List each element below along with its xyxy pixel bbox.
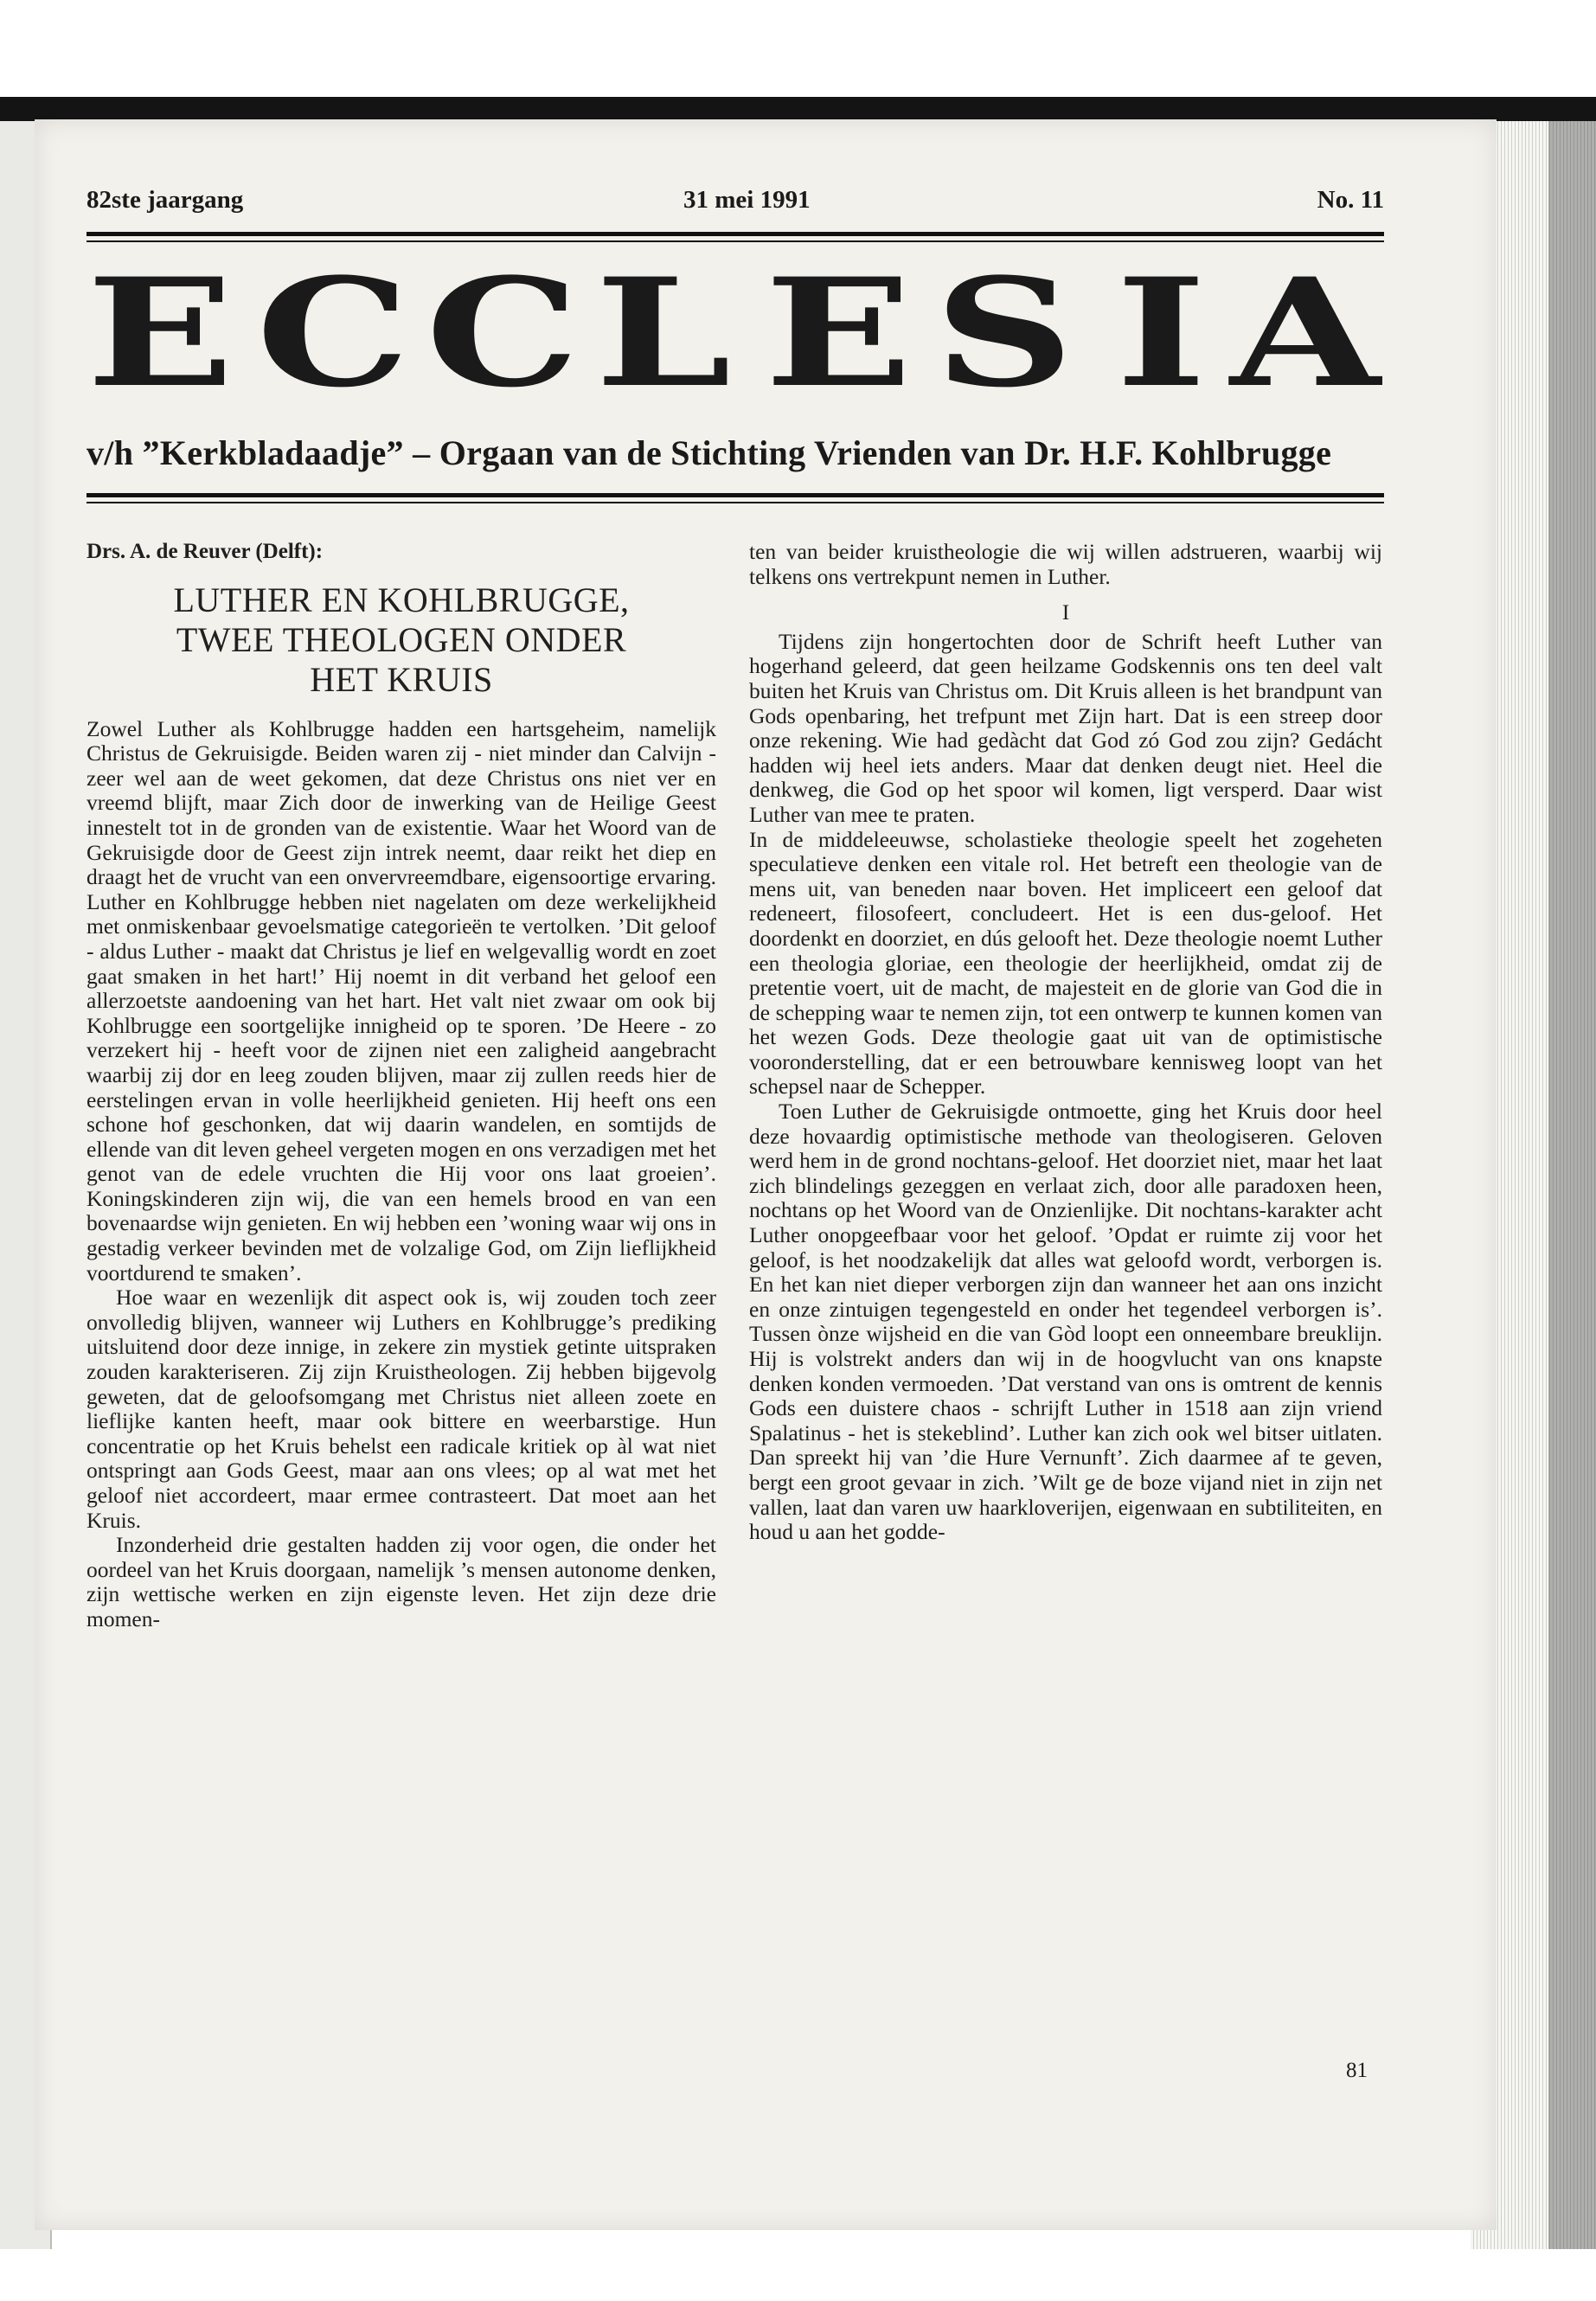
masthead-letter: C — [426, 245, 580, 420]
header-rule-thin — [87, 240, 1384, 242]
masthead-ecclesia — [87, 245, 1384, 420]
issue-date: 31 mei 1991 — [683, 186, 811, 214]
issue-volume: 82ste jaargang — [87, 186, 244, 214]
paragraph: Zowel Luther als Kohlbrugge hadden een hartsgeheim, namelijk Christus de Gekruisigde. Beiden waren zij - niet minder dan Calvijn - zeer wel aan de weet gekomen, dat deze Christus ons niet ver en vreemd blijft, maar Zich door de inwerking van de Heilige Geest innestelt tot in de gronden van de existentie. Waar het Woord van de Gekruisigde door de Geest zijn intrek neemt, daar reikt het diep en draagt het de vrucht van een onvervreemdbare, eigensoortige ervaring. Luther en Kohlbrugge hebben niet nagelaten om deze werkelijkheid met onmiskenbaar gevoelsmatige categorieën te vertolken. ’Dit geloof - aldus Luther - maakt dat Christus je lief en welgevallig wordt en zoet gaat smaken in het hart!’ Hij noemt in dit verband het geloof een allerzoetste aandoening van het hart. Het valt niet zwaar om ook bij Kohlbrugge een soortgelijke innigheid op te sporen. ’De Heere - zo verzekert hij - heeft voor de zijnen niet een zaligheid aangebracht waarbij zij dor en leeg zouden blijven, maar zij zullen reeds hier de eerstelingen ervan in volle heerlijkheid genieten. Hij heeft ons een schone hof geschonken, dat wij daarin wandelen, en somtijds de ellende van dit leven geheel vergeten mogen en ons verzadigen met het genot van de edele vruchten die Hij voor ons laat groeien’. Koningskinderen zijn wij, die van een hemels brood en van een bovenaardse wijn genieten. En wij hebben een ’woning waar wij ons in gestadig verkeer bevinden met de volzalige God, om Zijn lieflijkheid voortdurend te smaken’. — [87, 715, 716, 1285]
paragraph: Tijdens zijn hongertochten door de Schrift heeft Luther van hogerhand geleerd, dat geen heilzame Godskennis ons ten deel valt buiten het Kruis van Christus om. Dit Kruis alleen is het brandpunt van Gods openbaring, het trefpunt met Zijn hart. Dat is een streep door onze rekening. Wie had gedàcht dat God zó God zou zijn? Gedácht hadden wij heel iets anders. Maar dat denken deugt niet. Heel die denkweg, die God op het spoor wil komen, ligt versperd. Daar wist Luther van mee te praten. — [749, 628, 1382, 827]
scan-top-margin — [0, 0, 1596, 97]
title-line: TWEE THEOLOGEN ONDER — [176, 619, 627, 659]
paragraph: Hoe waar en wezenlijk dit aspect ook is, wij zouden toch zeer onvolledig blijven, wanneer wij Luthers en Kohlbrugge’s prediking uitsluitend door deze innige, in zekere zin mystiek getinte uitspraken zouden karakteriseren. Zij zijn Kruistheologen. Zij hebben bijgevolg geweten, dat de geloofsomgang met Christus niet alleen zoete en lieflijke kanten heeft, maar ook bittere en weerbarstige. Hun concentratie op het Kruis behelst een radicale kritiek op àl wat niet ontspringt aan Gods Geest, maar aan ons vlees; op al wat met het geloof niet accordeert, maar ermee contrasteert. Dat moet aan het Kruis. — [87, 1285, 716, 1533]
subtitle-rule-thin — [87, 502, 1384, 503]
masthead-letter: S — [934, 245, 1074, 420]
masthead-letter: E — [765, 245, 913, 420]
masthead-letter: C — [256, 245, 410, 420]
section-number: I — [1061, 601, 1070, 625]
paragraph: Inzonderheid drie gestalten hadden zij voor ogen, die onder het oordeel van het Kruis doorgaan, namelijk ’s mensen autonome denken, zijn wettische werken en zijn eigenste leven. Het zijn deze drie momen- — [87, 1532, 716, 1631]
left-column — [87, 540, 716, 1632]
page-number: 81 — [1346, 2059, 1368, 2082]
issue-number: No. 11 — [1317, 186, 1384, 214]
masthead-letter: A — [1230, 245, 1381, 420]
issue-header — [87, 186, 1384, 221]
title-line: LUTHER EN KOHLBRUGGE, — [173, 580, 630, 619]
book-page-stack-shadow — [1548, 121, 1596, 2249]
masthead-letter: I — [1116, 245, 1207, 420]
masthead-subtitle: v/h ”Kerkbladaadje” – Orgaan van de Stichting Vrienden van Dr. H.F. Kohlbrugge — [87, 433, 1332, 472]
right-column — [749, 540, 1382, 1545]
article-title — [87, 580, 716, 700]
masthead-letter: E — [87, 245, 234, 420]
subtitle-rule — [87, 493, 1384, 497]
article-author: Drs. A. de Reuver (Delft): — [87, 540, 324, 563]
paragraph: Toen Luther de Gekruisigde ontmoette, ging het Kruis door heel deze hovaardig optimistische methode van theologiseren. Geloven werd hem in de grond nochtans-geloof. Het doorziet niet, maar het laat zich blindelings gezeggen en verlaat zich, door alle paradoxen heen, nochtans op het Woord van de Onzienlijke. Dit nochtans-karakter acht Luther onopgeefbaar voor het geloof. ’Opdat er ruimte zij voor het geloof, is het noodzakelijk dat alles wat geloofd wordt, verborgen is. En het kan niet dieper verborgen zijn dan wanneer het aan ons inzicht en onze zintuigen tegengesteld en onder het tegendeel verborgen is’. Tussen ònze wijsheid en die van Gòd loopt een onneembare breuklijn. Hij is volstrekt anders dan wij in de hoogvlucht van ons knapste denken konden vermoeden. ’Dat verstand van ons is omtrent de kennis Gods een duistere chaos - schrijft Luther in 1518 aan zijn vriend Spalatinus - het is stekeblind’. Luther kan zich ook wel bitser uitlaten. Dan spreekt hij van ’die Hure Vernunft’. Zich daarmee af te geven, bergt een groot gevaar in zich. ’Wilt ge de boze vijand niet in zijn net vallen, laat dan varen uw haarkloverijen, eigenwaan en subtiliteiten, en houd u aan het godde- — [749, 1099, 1382, 1545]
masthead-letter: L — [595, 245, 732, 420]
header-rule — [87, 232, 1384, 236]
paragraph: In de middeleeuwse, scholastieke theologie speelt het zogeheten speculatieve denken een vitale rol. Het betreft een theologie van de mens uit, van beneden naar boven. Het impliceert een geloof dat redeneert, filosofeert, concludeert. Het is een dus-geloof. Het doordenkt en doorziet, en dús gelooft het. Deze theologie noemt Luther een theologia gloriae, een theologie der heerlijkheid, omdat zij de pretentie voert, uit de macht, de majesteit en de glorie van God die in de schepping waar te nemen zijn, tot een ontwerp te kunnen komen van het wezen Gods. Deze theologie gaat uit van de optimistische vooronderstelling, dat er een betrouwbare kennisweg loopt van het schepsel naar de Schepper. — [749, 826, 1382, 1099]
paragraph: ten van beider kruistheologie die wij willen adstrueren, waarbij wij telkens ons vertrekpunt nemen in Luther. — [749, 539, 1382, 589]
title-line: HET KRUIS — [310, 659, 493, 699]
